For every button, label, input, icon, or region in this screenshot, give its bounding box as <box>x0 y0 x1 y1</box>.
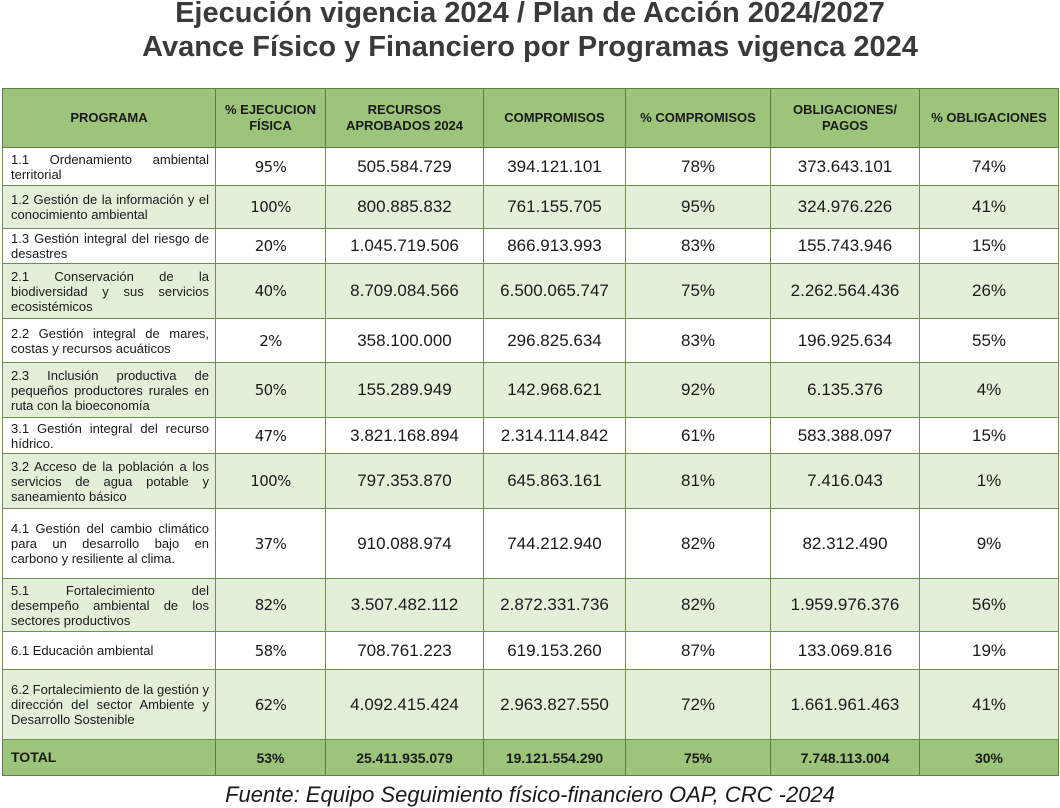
cell-compromisos: 2.872.331.736 <box>484 579 626 632</box>
cell-pct-compromisos: 81% <box>626 454 771 509</box>
cell-pct-compromisos: 75% <box>626 264 771 319</box>
header-row <box>3 89 1059 148</box>
cell-obligaciones: 2.262.564.436 <box>771 264 920 319</box>
header-obligaciones: OBLIGACIONES/ PAGOS <box>771 89 920 148</box>
cell-compromisos: 2.963.827.550 <box>484 670 626 740</box>
header-ejecucion: % EJECUCION FÍSICA <box>216 89 326 148</box>
table-row <box>3 148 1059 186</box>
cell-compromisos: 394.121.101 <box>484 148 626 186</box>
cell-recursos: 708.761.223 <box>326 632 484 670</box>
header-pct-obligaciones: % OBLIGACIONES <box>920 89 1059 148</box>
total-ejecucion: 53% <box>216 740 326 776</box>
cell-pct-obligaciones: 55% <box>920 319 1059 363</box>
cell-pct-obligaciones: 56% <box>920 579 1059 632</box>
header-pct-compromisos: % COMPROMISOS <box>626 89 771 148</box>
cell-compromisos: 761.155.705 <box>484 186 626 229</box>
cell-compromisos: 142.968.621 <box>484 363 626 418</box>
cell-ejecucion: 95% <box>216 148 326 186</box>
table-row <box>3 319 1059 363</box>
cell-ejecucion: 47% <box>216 418 326 454</box>
cell-recursos: 910.088.974 <box>326 509 484 579</box>
cell-pct-obligaciones: 15% <box>920 418 1059 454</box>
header-compromisos: COMPROMISOS <box>484 89 626 148</box>
cell-recursos: 3.507.482.112 <box>326 579 484 632</box>
table-row <box>3 418 1059 454</box>
title-line-2: Avance Físico y Financiero por Programas vigenca 2024 <box>142 31 918 63</box>
cell-programa: 2.2 Gestión integral de mares, costas y recursos acuáticos <box>3 319 216 363</box>
table-row <box>3 579 1059 632</box>
cell-recursos: 8.709.084.566 <box>326 264 484 319</box>
cell-pct-compromisos: 87% <box>626 632 771 670</box>
total-row <box>3 740 1059 776</box>
cell-pct-compromisos: 82% <box>626 509 771 579</box>
cell-programa: 1.3 Gestión integral del riesgo de desastres <box>3 229 216 264</box>
cell-ejecucion: 82% <box>216 579 326 632</box>
cell-recursos: 155.289.949 <box>326 363 484 418</box>
cell-recursos: 800.885.832 <box>326 186 484 229</box>
cell-obligaciones: 196.925.634 <box>771 319 920 363</box>
cell-pct-compromisos: 92% <box>626 363 771 418</box>
total-recursos: 25.411.935.079 <box>326 740 484 776</box>
cell-obligaciones: 1.959.976.376 <box>771 579 920 632</box>
cell-ejecucion: 100% <box>216 454 326 509</box>
cell-compromisos: 6.500.065.747 <box>484 264 626 319</box>
cell-obligaciones: 324.976.226 <box>771 186 920 229</box>
cell-programa: 3.1 Gestión integral del recurso hídrico. <box>3 418 216 454</box>
cell-ejecucion: 20% <box>216 229 326 264</box>
cell-pct-compromisos: 95% <box>626 186 771 229</box>
cell-recursos: 3.821.168.894 <box>326 418 484 454</box>
cell-obligaciones: 7.416.043 <box>771 454 920 509</box>
total-label: TOTAL <box>3 740 216 776</box>
title-line-1: Ejecución vigencia 2024 / Plan de Acción 2024/2027 <box>175 0 885 29</box>
cell-programa: 1.2 Gestión de la información y el conocimiento ambiental <box>3 186 216 229</box>
cell-pct-obligaciones: 26% <box>920 264 1059 319</box>
cell-ejecucion: 58% <box>216 632 326 670</box>
cell-pct-compromisos: 83% <box>626 229 771 264</box>
cell-programa: 6.1 Educación ambiental <box>3 632 216 670</box>
cell-obligaciones: 6.135.376 <box>771 363 920 418</box>
cell-pct-compromisos: 78% <box>626 148 771 186</box>
cell-ejecucion: 100% <box>216 186 326 229</box>
total-obligaciones: 7.748.113.004 <box>771 740 920 776</box>
table-row <box>3 264 1059 319</box>
cell-compromisos: 645.863.161 <box>484 454 626 509</box>
cell-recursos: 505.584.729 <box>326 148 484 186</box>
cell-recursos: 4.092.415.424 <box>326 670 484 740</box>
table-row <box>3 186 1059 229</box>
table-row <box>3 454 1059 509</box>
cell-obligaciones: 373.643.101 <box>771 148 920 186</box>
cell-pct-obligaciones: 74% <box>920 148 1059 186</box>
cell-programa: 1.1 Ordenamiento ambiental territorial <box>3 148 216 186</box>
cell-compromisos: 619.153.260 <box>484 632 626 670</box>
cell-programa: 2.1 Conservación de la biodiversidad y sus servicios ecosistémicos <box>3 264 216 319</box>
cell-recursos: 1.045.719.506 <box>326 229 484 264</box>
cell-obligaciones: 82.312.490 <box>771 509 920 579</box>
table-row <box>3 509 1059 579</box>
cell-pct-compromisos: 83% <box>626 319 771 363</box>
cell-pct-obligaciones: 1% <box>920 454 1059 509</box>
cell-recursos: 358.100.000 <box>326 319 484 363</box>
program-table <box>2 88 1059 776</box>
cell-ejecucion: 40% <box>216 264 326 319</box>
cell-pct-obligaciones: 4% <box>920 363 1059 418</box>
cell-ejecucion: 37% <box>216 509 326 579</box>
table-row <box>3 229 1059 264</box>
cell-programa: 6.2 Fortalecimiento de la gestión y dirección del sector Ambiente y Desarrollo Sostenible <box>3 670 216 740</box>
cell-programa: 3.2 Acceso de la población a los servicios de agua potable y saneamiento básico <box>3 454 216 509</box>
cell-programa: 2.3 Inclusión productiva de pequeños productores rurales en ruta con la bioeconomía <box>3 363 216 418</box>
cell-compromisos: 2.314.114.842 <box>484 418 626 454</box>
cell-programa: 5.1 Fortalecimiento del desempeño ambiental de los sectores productivos <box>3 579 216 632</box>
table-row <box>3 363 1059 418</box>
total-pct-obligaciones: 30% <box>920 740 1059 776</box>
cell-ejecucion: 50% <box>216 363 326 418</box>
cell-pct-compromisos: 61% <box>626 418 771 454</box>
cell-pct-obligaciones: 41% <box>920 186 1059 229</box>
cell-ejecucion: 62% <box>216 670 326 740</box>
cell-compromisos: 296.825.634 <box>484 319 626 363</box>
cell-recursos: 797.353.870 <box>326 454 484 509</box>
total-compromisos: 19.121.554.290 <box>484 740 626 776</box>
table-row <box>3 632 1059 670</box>
cell-ejecucion: 2% <box>216 319 326 363</box>
cell-pct-obligaciones: 19% <box>920 632 1059 670</box>
cell-obligaciones: 155.743.946 <box>771 229 920 264</box>
cell-compromisos: 744.212.940 <box>484 509 626 579</box>
cell-programa: 4.1 Gestión del cambio climático para un desarrollo bajo en carbono y resiliente al clima. <box>3 509 216 579</box>
cell-pct-obligaciones: 9% <box>920 509 1059 579</box>
header-recursos: RECURSOS APROBADOS 2024 <box>326 89 484 148</box>
cell-obligaciones: 583.388.097 <box>771 418 920 454</box>
cell-pct-obligaciones: 41% <box>920 670 1059 740</box>
table-row <box>3 670 1059 740</box>
cell-obligaciones: 1.661.961.463 <box>771 670 920 740</box>
cell-obligaciones: 133.069.816 <box>771 632 920 670</box>
cell-pct-compromisos: 82% <box>626 579 771 632</box>
source-note: Fuente: Equipo Seguimiento físico-financiero OAP, CRC -2024 <box>225 782 835 807</box>
cell-pct-compromisos: 72% <box>626 670 771 740</box>
total-pct-compromisos: 75% <box>626 740 771 776</box>
header-programa: PROGRAMA <box>3 89 216 148</box>
cell-compromisos: 866.913.993 <box>484 229 626 264</box>
cell-pct-obligaciones: 15% <box>920 229 1059 264</box>
